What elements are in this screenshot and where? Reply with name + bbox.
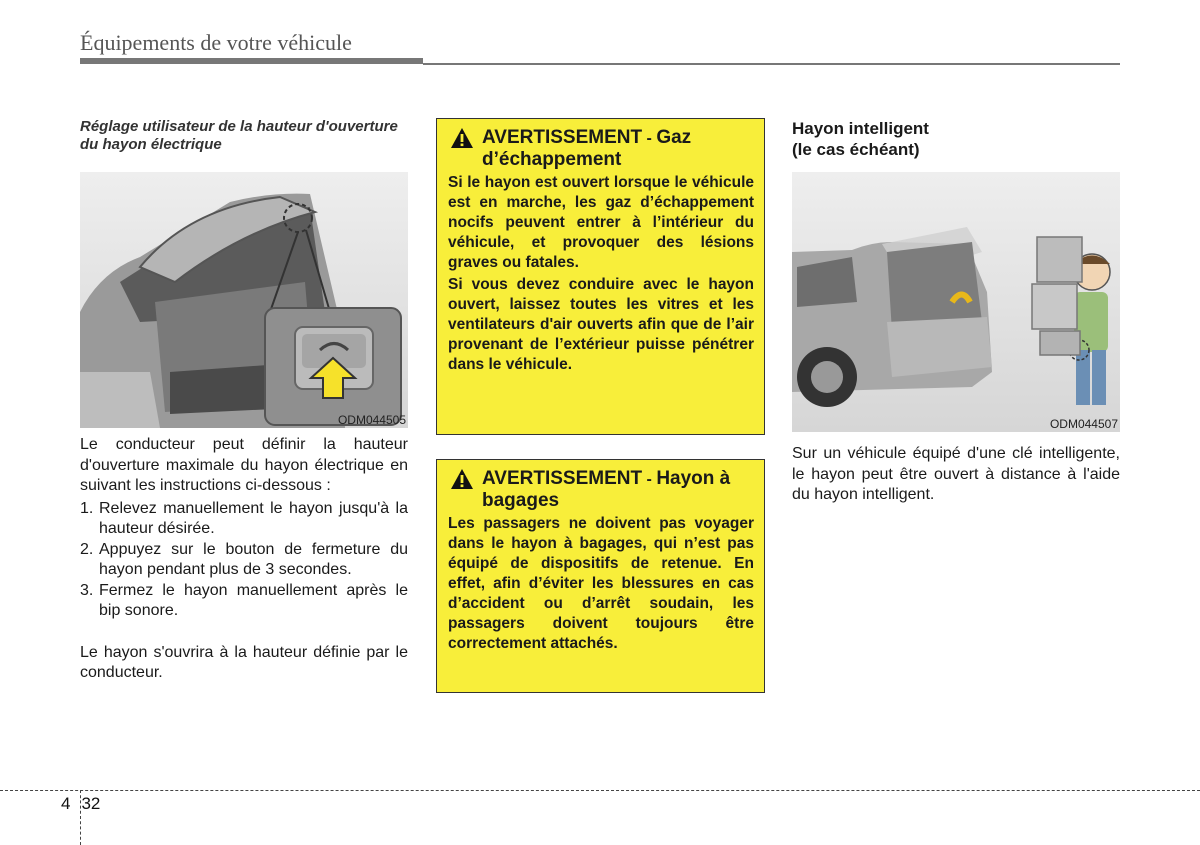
section-number: 4 bbox=[61, 794, 71, 813]
step-number: 1. bbox=[80, 499, 94, 517]
step-number: 3. bbox=[80, 581, 94, 599]
warning-paragraph: Si vous devez conduire avec le hayon ouvert, laissez toutes les vitres et les ventilateurs d'air ouverts afin que de l’air provenant de l’extérieur puisse pénétrer dans le véhicule. bbox=[448, 276, 754, 373]
step-text: Appuyez sur le bouton de fermeture du hayon pendant plus de 3 secondes. bbox=[99, 540, 408, 578]
list-item bbox=[80, 540, 408, 581]
steps-list bbox=[80, 499, 408, 622]
warning-separator: - bbox=[642, 471, 657, 488]
section-title-line: (le cas échéant) bbox=[792, 140, 920, 159]
warning-topic: Hayon à bagages bbox=[482, 468, 731, 511]
figure-code: ODM044505 bbox=[337, 413, 406, 427]
footer-rule bbox=[0, 790, 1200, 791]
warning-label: AVERTISSEMENT bbox=[482, 127, 643, 148]
warning-label: AVERTISSEMENT bbox=[482, 468, 643, 489]
column-left bbox=[80, 118, 408, 684]
column-right bbox=[792, 118, 1120, 506]
header-rule-thin bbox=[423, 63, 1120, 65]
tailgate-height-figure bbox=[80, 172, 408, 428]
list-item bbox=[80, 499, 408, 540]
warning-triangle-icon bbox=[450, 468, 474, 490]
smart-tailgate-title bbox=[792, 118, 1120, 160]
step-number: 2. bbox=[80, 540, 94, 558]
step-text: Relevez manuellement le hayon jusqu'à la hauteur désirée. bbox=[99, 499, 408, 537]
figure-code: ODM044507 bbox=[1049, 417, 1118, 431]
tailgate-open-illustration bbox=[80, 172, 408, 428]
luggage-tailgate-warning-box bbox=[436, 459, 765, 693]
column-middle bbox=[436, 118, 765, 693]
exhaust-gas-warning-box bbox=[436, 118, 765, 435]
smart-tailgate-paragraph: Sur un véhicule équipé d'une clé intelligente, le hayon peut être ouvert à distance à l'aide du hayon intelligent. bbox=[792, 445, 1120, 503]
warning-separator: - bbox=[642, 130, 657, 147]
page-header-title: Équipements de votre véhicule bbox=[80, 30, 352, 55]
warning-paragraph: Les passagers ne doivent pas voyager dans le hayon à bagages, qui n’est pas équipé de dispositifs de retenue. En effet, afin d’éviter les blessures en cas d’accident ou d’arrêt soudain, les passagers doivent toujours être correctement attachés. bbox=[448, 515, 754, 652]
smart-tailgate-figure bbox=[792, 172, 1120, 432]
smart-tailgate-illustration bbox=[792, 172, 1120, 432]
intro-paragraph: Le conducteur peut définir la hauteur d'ouverture maximale du hayon électrique en suivant les instructions ci-dessous : bbox=[80, 436, 408, 494]
step-text: Fermez le hayon manuellement après le bip sonore. bbox=[99, 581, 408, 619]
warning-title bbox=[448, 468, 754, 512]
warning-paragraph: Si le hayon est ouvert lorsque le véhicule est en marche, les gaz d’échappement nocifs peuvent entrer à l’intérieur du véhicule, et provoquer des lésions graves ou fatales. bbox=[448, 174, 754, 271]
list-item bbox=[80, 581, 408, 622]
closing-paragraph: Le hayon s'ouvrira à la hauteur définie par le conducteur. bbox=[80, 643, 408, 681]
page-number bbox=[61, 794, 100, 814]
header-rule bbox=[80, 58, 423, 64]
power-tailgate-height-subheading: Réglage utilisateur de la hauteur d'ouverture du hayon électrique bbox=[80, 118, 398, 153]
section-title-line: Hayon intelligent bbox=[792, 119, 929, 138]
warning-title bbox=[448, 127, 754, 171]
page-number-value: 32 bbox=[81, 794, 101, 813]
warning-triangle-icon bbox=[450, 127, 474, 149]
warning-topic: Gaz d’échappement bbox=[482, 127, 692, 170]
